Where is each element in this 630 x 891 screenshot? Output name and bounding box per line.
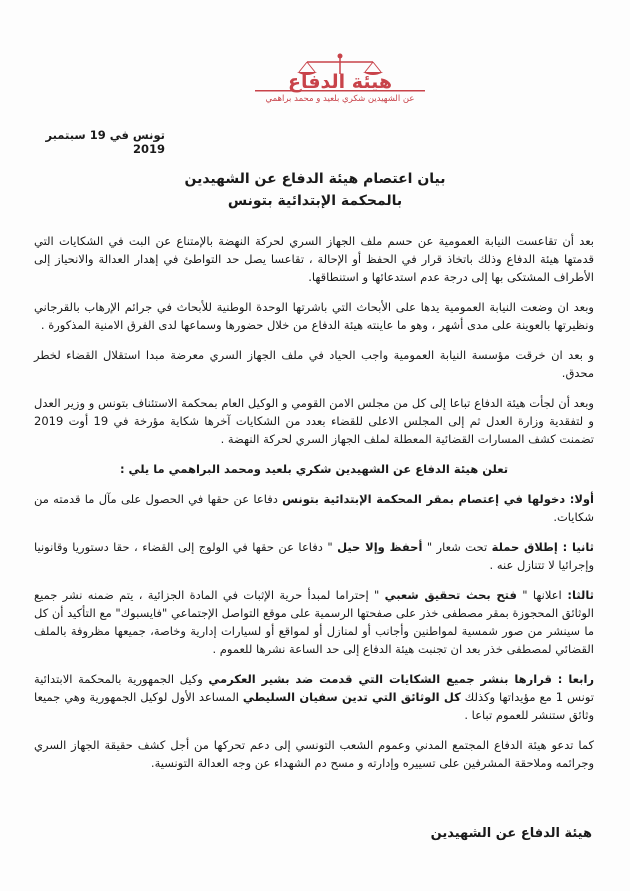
point-3-pre: اعلانها " [516, 588, 562, 602]
point-1-label: أولا: [565, 492, 595, 506]
point-1-text: دفاعا عن حقها في الحصول على مآل ما قدمته من شكايات. [34, 492, 594, 524]
paragraph-4: وبعد أن لجأت هيئة الدفاع تباعا إلى كل من مجلس الامن القومي و الوكيل العام بمحكمة الاستئناف بتونس و وزير العدل و لتفقدية وزارة العدل ثم إلى المجلس الاعلى للقضاء بعدد من الشكايات آخرها شكاية مؤرخة في 19 أوت 2019 تضمنت كشف المسارات القضائية المعطلة لملف الجهاز السري لحركة النهضة . [34, 396, 594, 446]
point-1 [34, 490, 594, 526]
point-2-strong: إطلاق حملة [491, 540, 558, 554]
point-2-mid: تحت شعار " [422, 540, 492, 554]
point-3-text: " إحتراما لمبدأ حرية الإثبات في المادة الجزائية ، يتم ضمنه نشر جميع الوثائق المحجوزة بمقر مصطفى خذر على صفحتها الرسمية على موقع التواصل الإجتماعي "فايسبوك" مع التأكيد أن كل ما سينشر من صور شمسية لمواطنين وأجانب أو لمنازل أو لمواقع أو لسيارات إدارية وخاصة، جميعها مظروفة بالملف القضائي لمصطفى خذر بعد ان تجنبت هيئة الدفاع إلى حد الساعة نشرها للعموم . [34, 588, 594, 656]
point-4-label: رابعا : [551, 672, 595, 686]
logo-title: هيئة الدفاع [288, 71, 392, 93]
point-2-slogan: أحفظ وإلا حيل [337, 540, 423, 554]
organization-logo [245, 52, 435, 114]
point-4 [34, 670, 594, 724]
signature: هيئة الدفاع عن الشهيدين [430, 826, 592, 841]
title-line-2: بالمحكمة الإبتدائية بتونس [227, 193, 403, 209]
title-line-1: بيان اعتصام هيئة الدفاع عن الشهيدين [184, 171, 446, 187]
point-1-strong: دخولها في إعتصام بمقر المحكمة الإبتدائية بتونس [282, 492, 566, 506]
point-4-strong-2: كل الوثائق التي تدين سفيان السليطي [242, 690, 461, 704]
point-3 [34, 586, 594, 658]
document-body [34, 232, 594, 784]
point-4-text: المساعد الأول لوكيل الجمهورية وهي جميعا وثائق ستنشر للعموم تباعا . [34, 690, 594, 722]
point-2-text: " دفاعا عن حقها في الولوج إلى القضاء ، حقا دستوريا وقانونيا وإجرائيا لا تتنازل عنه . [34, 540, 594, 572]
point-4-strong: قرارها بنشر جميع الشكايات التي قدمت ضد بشير العكرمي [208, 672, 552, 686]
point-2-label: ثانيا : [557, 540, 594, 554]
point-4-mid: وكيل الجمهورية بالمحكمة الابتدائية تونس 1 مع مؤيداتها وكذلك [34, 672, 594, 704]
paragraph-3: و بعد ان خرقت مؤسسة النيابة العمومية واجب الحياد في ملف الجهاز السري معرضة مبدا استقلال القضاء لخطر محدق. [34, 348, 594, 380]
point-3-strong: فتح بحث تحقيق شعبي [384, 588, 517, 602]
document-date: تونس في 19 سبتمبر 2019 [45, 128, 165, 156]
announcement-heading: تعلن هيئة الدفاع عن الشهيدين شكري بلعيد ومحمد البراهمي ما يلي : [119, 462, 509, 476]
point-2 [34, 538, 594, 574]
document-title [150, 168, 480, 212]
point-3-label: ثالثا: [561, 588, 594, 602]
logo-subtitle: عن الشهيدين شكري بلعيد و محمد براهمي [265, 94, 415, 104]
paragraph-1: بعد أن تقاعست النيابة العمومية عن حسم ملف الجهاز السري لحركة النهضة بالإمتناع عن البت في الشكايات التي قدمتها هيئة الدفاع وذلك باتخاذ قرار في الحفظ أو الإحالة ، تقاعسا يصل حد التواطئ في إهدار العدالة والانحياز إلى الأطراف المشتكى بها إلى درجة عدم استدعائها و استنطاقها. [34, 234, 594, 284]
closing-paragraph: كما تدعو هيئة الدفاع المجتمع المدني وعموم الشعب التونسي إلى دعم تحركها من أجل كشف حقيقة الجهاز السري وجرائمه وملاحقة المشرفين على تسييره وإدارته و مسح دم الشهداء عن وجه العدالة التونسية. [34, 738, 594, 770]
paragraph-2: وبعد ان وضعت النيابة العمومية يدها على الأبحاث التي باشرتها الوحدة الوطنية للأبحاث في جرائم الإرهاب بالقرجاني ونظيرتها بالعوينة على مدى أشهر ، وهو ما عاينته هيئة الدفاع من خلال حضورها وسماعها لدى الفرق الامنية المذكورة . [34, 300, 594, 332]
